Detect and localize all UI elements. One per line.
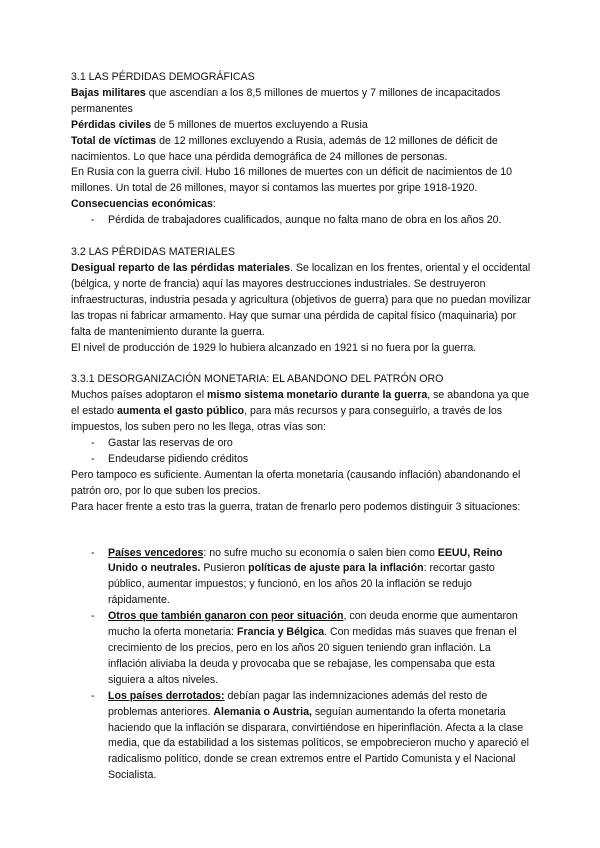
paragraph-sistema-monetario: [71, 388, 531, 436]
term-perdidas-civiles: Pérdidas civiles: [71, 118, 152, 131]
term-francia-belgica: Francia y Bélgica: [236, 626, 325, 639]
term-politicas-ajuste: políticas de ajuste para la inflación: [248, 562, 424, 575]
paragraph-consecuencias: [71, 197, 531, 213]
paragraph-desigual-reparto: [71, 261, 531, 341]
list-otras-vias: [71, 436, 531, 468]
text-span: seguían aumentando la oferta monetaria haciendo que la inflación se disparara, convirtiéndose en hiperinflación. Afecta a la clase media, que da estabilidad a los sistemas políticos, se empobrecieron mucho y apareció el radicalismo político, donde se crean extremos entre el Partido Comunista y el Nacional Socialista.: [108, 705, 530, 782]
paragraph-bajas-militares: [71, 86, 531, 118]
list-item-vencedores: [71, 546, 531, 610]
document-page: [71, 70, 531, 784]
paragraph-situaciones: Para hacer frente a esto tras la guerra, tratan de frenarlo pero podemos distinguir 3 situaciones:: [71, 500, 521, 513]
text-total-victimas: de 12 millones excluyendo a Rusia, además de 12 millones de déficit de nacimientos. Lo que hace una pérdida demográfica de 24 millones de personas.: [71, 134, 498, 163]
text-span: : no sufre mucho su economía o salen bien como: [203, 546, 438, 559]
term-mismo-sistema: mismo sistema monetario durante la guerra: [207, 389, 428, 402]
paragraph-total-victimas: [71, 134, 531, 166]
term-total-victimas: Total de víctimas: [71, 134, 157, 147]
term-gasto-publico: aumenta el gasto público: [116, 405, 245, 418]
list-consecuencias: [71, 213, 531, 229]
text-consecuencias: :: [212, 198, 216, 211]
term-desigual-reparto: Desigual reparto de las pérdidas materiales: [71, 261, 291, 274]
paragraph-perdidas-civiles: [71, 118, 531, 134]
section-title-demograficas: 3.1 LAS PÉRDIDAS DEMOGRÁFICAS: [71, 71, 255, 83]
term-eeuu-reino-unido: EEUU, Reino Unido o neutrales.: [108, 546, 503, 575]
list-item: - Endeudarse pidiendo créditos: [71, 452, 531, 468]
list-item-peor-situacion: [71, 609, 531, 689]
text-span: , se abandona ya que el estado: [71, 389, 530, 418]
term-peor-situacion: Otros que también ganaron con peor situación: [108, 610, 344, 623]
list-item: - Pérdida de trabajadores cualificados, aunque no falta mano de obra en los años 20.: [71, 213, 531, 229]
section-title-materiales: 3.2 LAS PÉRDIDAS MATERIALES: [71, 246, 236, 259]
text-bajas-militares: que ascendían a los 8,5 millones de muertos y 7 millones de incapacitados permanentes: [71, 86, 501, 115]
text-desigual-reparto: . Se localizan en los frentes, oriental y el occidental (bélgica, y norte de francia) aquí las mayores destrucciones industriales. Se destruyeron infraestructuras, industria pesada y agricultura (objetivos de guerra) para que no puedan movilizar las tropas ni fabricar armamento. Hay que sumar una pérdida de capital físico (maquinaria) por falta de mantenimiento durante la guerra.: [71, 261, 531, 338]
list-item: - Gastar las reservas de oro: [71, 436, 531, 452]
text-perdidas-civiles: de 5 millones de muertos excluyendo a Rusia: [151, 118, 368, 131]
text-span: , para más recursos y para conseguirlo, a través de los impuestos, los suben pero no les llega, otras vías son:: [71, 405, 503, 434]
list-item-derrotados: [71, 689, 531, 784]
text-span: Pusieron: [200, 562, 249, 575]
term-bajas-militares: Bajas militares: [71, 86, 146, 99]
paragraph-nivel-produccion: El nivel de producción de 1929 lo hubiera alcanzado en 1921 si no fuera por la guerra.: [71, 341, 477, 354]
paragraph-oferta-monetaria: Pero tampoco es suficiente. Aumentan la oferta monetaria (causando inflación) abandonando el patrón oro, por lo que suben los precios.: [71, 468, 521, 497]
text-span: Muchos países adoptaron el: [71, 389, 208, 402]
text-span: debían pagar las indemnizaciones además del resto de problemas anteriores.: [108, 689, 488, 718]
list-situaciones: [71, 546, 531, 785]
term-paises-vencedores: Países vencedores: [108, 546, 204, 559]
text-span: . Con medidas más suaves que frenan el crecimiento de los precios, pero en los años 20 siguen teniendo gran inflación. La inflación aliviaba la deuda y provocaba que se rebajase, les compensaba que esta siguiera a altos niveles.: [108, 626, 517, 686]
text-span: , con deuda enorme que aumentaron mucho la oferta monetaria:: [108, 610, 518, 639]
text-span: : recortar gasto público, aumentar impuestos; y funcionó, en los años 20 la inflación se redujo rápidamente.: [108, 562, 495, 607]
section-title-monetaria: 3.3.1 DESORGANIZACIÓN MONETARIA: EL ABANDONO DEL PATRÓN ORO: [71, 373, 444, 386]
term-consecuencias: Consecuencias económicas: [71, 198, 213, 211]
term-alemania-austria: Alemania o Austria,: [213, 705, 312, 718]
term-paises-derrotados: Los países derrotados:: [108, 689, 225, 702]
paragraph-rusia: En Rusia con la guerra civil. Hubo 16 millones de muertes con un déficit de nacimientos de 10 millones. Un total de 26 millones, mayor si contamos las muertes por gripe 1918-1920.: [71, 166, 513, 195]
